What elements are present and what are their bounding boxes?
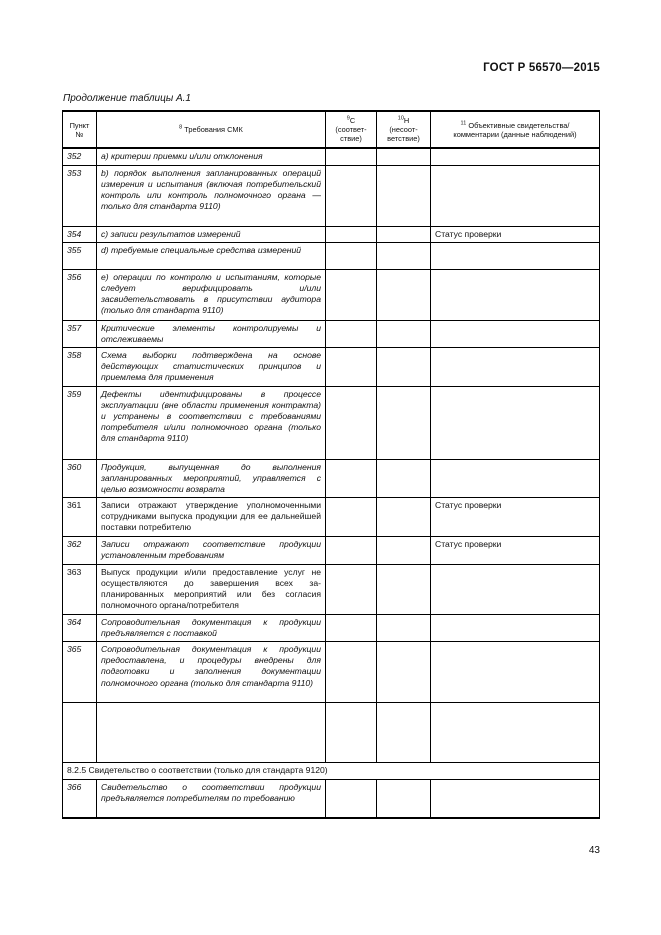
- evidence-cell: [431, 615, 600, 642]
- header-nonconformity: $^{10}$Н (несоот- ветствие): [377, 111, 431, 148]
- nonconformity-cell: [377, 347, 431, 386]
- evidence-cell: [431, 780, 600, 818]
- requirement-text: Записи отражают соответствие продукции установленным требованиям: [97, 537, 326, 565]
- conformity-cell: [326, 148, 377, 165]
- evidence-cell: [431, 165, 600, 226]
- item-number: 359: [63, 386, 97, 459]
- requirement-text: Свидетельство о соответствии продукции предъявляется потребителям по требованию: [97, 780, 326, 818]
- conformity-cell: [326, 386, 377, 459]
- item-number: 365: [63, 642, 97, 703]
- conformity-cell: [326, 347, 377, 386]
- table-row: [63, 642, 600, 703]
- evidence-cell: [431, 148, 600, 165]
- nonconformity-cell: [377, 537, 431, 565]
- item-number: 353: [63, 165, 97, 226]
- table-row: [63, 565, 600, 615]
- conformity-cell: [326, 459, 377, 497]
- standard-code: ГОСТ Р 56570—2015: [483, 62, 600, 74]
- evidence-cell: Статус проверки: [431, 498, 600, 537]
- table-row: [63, 386, 600, 459]
- conformity-cell: [326, 780, 377, 818]
- requirement-text: Дефекты идентифицированы в процессе эксплуатации (вне области применения контракта) и устранены в соответствии с требованиями потребителя и/или полномочного органа (только для стандарта 9110): [97, 386, 326, 459]
- item-number: 366: [63, 780, 97, 818]
- header-conformity: $^9$С (соответ- ствие): [326, 111, 377, 148]
- header-qms-requirements: $^8$ Требования СМК: [97, 111, 326, 148]
- nonconformity-cell: [377, 165, 431, 226]
- evidence-cell: [431, 386, 600, 459]
- conformity-cell: [326, 242, 377, 269]
- evidence-cell: [431, 320, 600, 347]
- nonconformity-cell: [377, 386, 431, 459]
- table-row: [63, 780, 600, 818]
- requirement-text: Продукция, выпущенная до выполнения запланированных мероприятий, управляется с целью возможности возврата: [97, 459, 326, 497]
- table-row: [63, 148, 600, 165]
- item-number: 357: [63, 320, 97, 347]
- table-header-row: [63, 111, 600, 148]
- nonconformity-cell: [377, 148, 431, 165]
- requirement-text: Сопроводительная документация к продукции предоставлена, и процедуры внедрены для подготовки и заполнения документации полномочного органа (только для стандарта 9110): [97, 642, 326, 703]
- page-number: 43: [588, 845, 600, 856]
- requirement-text: [97, 703, 326, 763]
- requirement-text: Критические элементы контролируемы и отслеживаемы: [97, 320, 326, 347]
- conformity-cell: [326, 165, 377, 226]
- requirement-text: e) операции по контролю и испытаниям, которые следует верифицировать и/или засвидетельствовать в присутствии аудитора (только для стандарта 9110): [97, 269, 326, 320]
- conformity-cell: [326, 498, 377, 537]
- table-row: [63, 537, 600, 565]
- item-number: 360: [63, 459, 97, 497]
- nonconformity-cell: [377, 459, 431, 497]
- table-row: [63, 347, 600, 386]
- evidence-cell: [431, 459, 600, 497]
- item-number: 364: [63, 615, 97, 642]
- conformity-cell: [326, 226, 377, 242]
- evidence-cell: [431, 642, 600, 703]
- table-row: [63, 498, 600, 537]
- conformity-cell: [326, 537, 377, 565]
- table-row: [63, 226, 600, 242]
- section-header-row: [63, 763, 600, 780]
- table-row: [63, 165, 600, 226]
- table-row: [63, 320, 600, 347]
- requirements-table: [62, 110, 600, 819]
- evidence-cell: [431, 269, 600, 320]
- requirement-text: d) требуемые специальные средства измерений: [97, 242, 326, 269]
- item-number: 362: [63, 537, 97, 565]
- nonconformity-cell: [377, 269, 431, 320]
- item-number: 356: [63, 269, 97, 320]
- evidence-cell: [431, 347, 600, 386]
- requirement-text: Схема выборки подтверждена на основе действующих статистических принципов и приемлема для применения: [97, 347, 326, 386]
- item-number: 361: [63, 498, 97, 537]
- header-objective-evidence: $^{11}$ Объективные свидетельства/ комментарии (данные наблюдений): [431, 111, 600, 148]
- nonconformity-cell: [377, 320, 431, 347]
- requirement-text: a) критерии приемки и/или отклонения: [97, 148, 326, 165]
- item-number: 354: [63, 226, 97, 242]
- evidence-cell: [431, 703, 600, 763]
- conformity-cell: [326, 615, 377, 642]
- table-row-empty: [63, 703, 600, 763]
- item-number: 363: [63, 565, 97, 615]
- nonconformity-cell: [377, 780, 431, 818]
- table-row: [63, 242, 600, 269]
- evidence-cell: [431, 242, 600, 269]
- table-row: [63, 269, 600, 320]
- nonconformity-cell: [377, 615, 431, 642]
- table-continuation-caption: Продолжение таблицы А.1: [63, 93, 191, 104]
- conformity-cell: [326, 703, 377, 763]
- evidence-cell: Статус проверки: [431, 226, 600, 242]
- section-title: 8.2.5 Свидетельство о соответствии (только для стандарта 9120): [63, 763, 600, 780]
- table-row: [63, 459, 600, 497]
- conformity-cell: [326, 320, 377, 347]
- conformity-cell: [326, 269, 377, 320]
- requirement-text: Записи отражают утверждение уполномоченными сотрудниками выпуска продукции для ее дальнейшей поставки потребителю: [97, 498, 326, 537]
- nonconformity-cell: [377, 565, 431, 615]
- requirement-text: Выпуск продукции и/или предоставление услуг не осуществляются до завершения всех запланированных мероприятий или без согласия полномочного органа/потребителя: [97, 565, 326, 615]
- evidence-cell: Статус проверки: [431, 537, 600, 565]
- nonconformity-cell: [377, 226, 431, 242]
- nonconformity-cell: [377, 703, 431, 763]
- nonconformity-cell: [377, 242, 431, 269]
- evidence-cell: [431, 565, 600, 615]
- header-item-number: Пункт №: [63, 111, 97, 148]
- item-number: 358: [63, 347, 97, 386]
- item-number: 352: [63, 148, 97, 165]
- conformity-cell: [326, 642, 377, 703]
- item-number: 355: [63, 242, 97, 269]
- requirement-text: b) порядок выполнения запланированных операций измерения и испытания (включая потребительский контроль или контроль полномочного органа — только для стандарта 9110): [97, 165, 326, 226]
- item-number: [63, 703, 97, 763]
- requirement-text: Сопроводительная документация к продукции предъявляется с поставкой: [97, 615, 326, 642]
- nonconformity-cell: [377, 642, 431, 703]
- nonconformity-cell: [377, 498, 431, 537]
- requirement-text: c) записи результатов измерений: [97, 226, 326, 242]
- table-row: [63, 615, 600, 642]
- conformity-cell: [326, 565, 377, 615]
